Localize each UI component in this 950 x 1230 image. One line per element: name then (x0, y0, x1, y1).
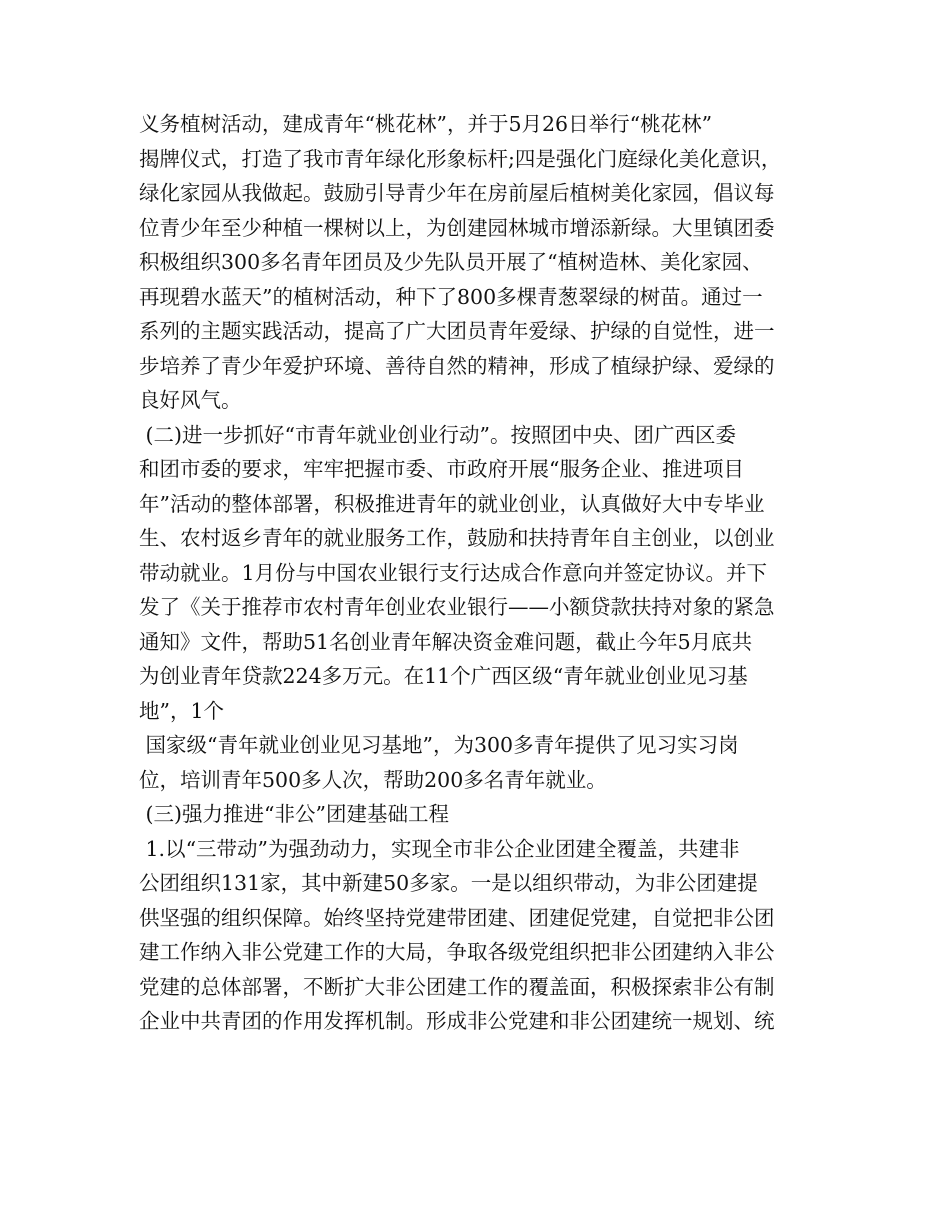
text-line: 和团市委的要求，牢牢把握市委、市政府开展“服务企业、推进项目 (139, 457, 744, 481)
text-line: 发了《关于推荐市农村青年创业农业银行——小额贷款扶持对象的紧急 (139, 595, 775, 619)
text-line: 带动就业。1月份与中国农业银行支行达成合作意向并签定协议。并下 (139, 560, 768, 585)
text-line: 再现碧水蓝天”的植树活动，种下了800多棵青葱翠绿的树苗。通过一 (139, 284, 763, 309)
text-line: 步培养了青少年爱护环境、善待自然的精神，形成了植绿护绿、爱绿的 (139, 353, 775, 378)
text-line: 积极组织300多名青年团员及少先队员开展了“植树造林、美化家园、 (139, 250, 763, 274)
text-line: 供坚强的组织保障。始终坚持党建带团建、团建促党建，自觉把非公团 (139, 905, 775, 930)
text-line: 建工作纳入非公党建工作的大局，争取各级党组织把非公团建纳入非公 (139, 940, 775, 964)
text-line: 揭牌仪式，打造了我市青年绿化形象标杆;四是强化门庭绿化美化意识， (139, 146, 782, 171)
text-line: 义务植树活动，建成青年“桃花林”，并于5月26日举行“桃花林” (139, 112, 713, 136)
text-line: 公团组织131家，其中新建50多家。一是以组织带动，为非公团建提 (139, 871, 758, 895)
text-line: 党建的总体部署，不断扩大非公团建工作的覆盖面，积极探索非公有制 (139, 974, 775, 999)
text-line: 系列的主题实践活动，提高了广大团员青年爱绿、护绿的自觉性，进一 (139, 319, 775, 343)
text-line: 国家级“青年就业创业见习基地”，为300多青年提供了见习实习岗 (139, 733, 739, 757)
text-line: 生、农村返乡青年的就业服务工作，鼓励和扶持青年自主创业，以创业 (139, 526, 775, 550)
text-line: 通知》文件，帮助51名创业青年解决资金难问题，截止今年5月底共 (139, 629, 753, 654)
text-line: 良好风气。 (139, 388, 242, 412)
text-line: 位，培训青年500多人次，帮助200多名青年就业。 (139, 767, 607, 792)
section-heading-3: (三)强力推进“非公”团建基础工程 (139, 802, 449, 826)
text-line: 绿化家园从我做起。鼓励引导青少年在房前屋后植树美化家园，倡议每 (139, 181, 775, 205)
text-line: 地”，1个 (139, 698, 225, 723)
text-line: 1.以“三带动”为强劲动力，实现全市非公企业团建全覆盖，共建非 (139, 836, 740, 861)
text-line: 位青少年至少种植一棵树以上，为创建园林城市增添新绿。大里镇团委 (139, 215, 775, 240)
body-text (139, 107, 819, 1039)
text-line: 年”活动的整体部署，积极推进青年的就业创业，认真做好大中专毕业 (139, 491, 765, 516)
text-line: 为创业青年贷款224多万元。在11个广西区级“青年就业创业见习基 (139, 664, 748, 688)
text-line: 企业中共青团的作用发挥机制。形成非公党建和非公团建统一规划、统 (139, 1009, 775, 1033)
section-heading-2: (二)进一步抓好“市青年就业创业行动”。按照团中央、团广西区委 (139, 422, 736, 447)
